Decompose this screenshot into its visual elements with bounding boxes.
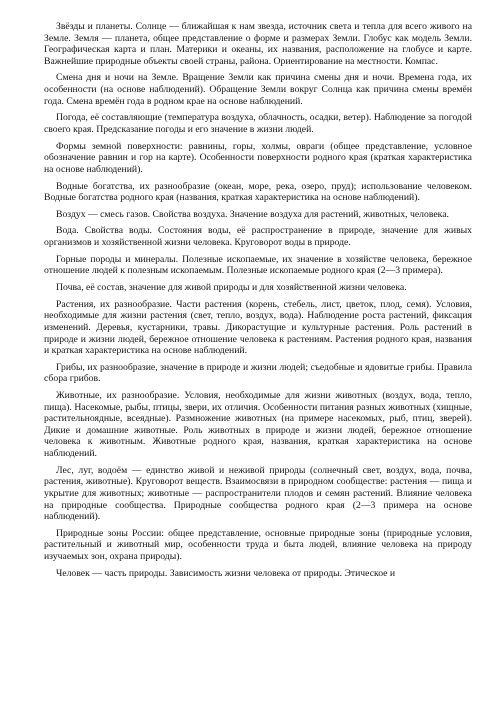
paragraph-soil: Почва, её состав, значение для живой природы и для хозяйственной жизни человека. xyxy=(56,282,407,294)
paragraph-natural-zones: Природные зоны России: общее представление, основные природные зоны (природные условия, растительный и животный мир, особенности труда и быта людей, влияние человека на природу изучаемых зон, охрана природы). xyxy=(44,527,472,562)
paragraph-rocks-minerals: Горные породы и минералы. Полезные ископаемые, их значение в хозяйстве человека, бережное отношение людей к полезным ископаемым. Полезные ископаемые родного края (2—3 примера). xyxy=(44,253,472,277)
paragraph-weather: Погода, её составляющие (температура воздуха, облачность, осадки, ветер). Наблюдение за погодой своего края. Предсказание погоды и его значение в жизни людей. xyxy=(44,112,472,135)
paragraph-plants: Растения, их разнообразие. Части растения (корень, стебель, лист, цветок, плод, семя). Условия, необходимые для жизни растения (свет, тепло, воздух, вода). Наблюдение роста растений, фиксация изменений. Деревья, кустарники, травы. Дикорастущие и культурные растения. Роль растений в природе и жизни людей, бережное отношение человека к растениям. Растения родного края, названия и краткая характеристика на основе наблюдений. xyxy=(44,298,472,357)
paragraph-animals: Животные, их разнообразие. Условия, необходимые для жизни животных (воздух, вода, тепло, пища). Насекомые, рыбы, птицы, звери, их отличия. Особенности питания разных животных (хищные, растительноядные, всеядные). Размножение животных (на примере насекомых, рыб, птиц, зверей). Дикие и домашние животные. Роль животных в природе и жизни людей, бережное отношение человека к животным. Животные родного края, названия, краткая характеристика на основе наблюдений. xyxy=(44,390,472,460)
document-body xyxy=(44,21,472,701)
paragraph-air: Воздух — смесь газов. Свойства воздуха. Значение воздуха для растений, животных, человека. xyxy=(56,208,449,220)
paragraph-mushrooms: Грибы, их разнообразие, значение в природе и жизни людей; съедобные и ядовитые грибы. Правила сбора грибов. xyxy=(44,361,472,385)
paragraph-day-night: Смена дня и ночи на Земле. Вращение Земли как причина смены дня и ночи. Времена года, их особенности (на основе наблюдений). Обращение Земли вокруг Солнца как причина смены времён года. Смена времён года в родном крае на основе наблюдений. xyxy=(44,72,472,107)
paragraph-landforms: Формы земной поверхности: равнины, горы, холмы, овраги (общее представление, условное обозначение равнин и гор на карте). Особенности поверхности родного края (краткая характеристика на основе наблюдений). xyxy=(44,140,472,175)
paragraph-human-nature: Человек — часть природы. Зависимость жизни человека от природы. Этическое и xyxy=(56,567,396,579)
paragraph-water-resources: Водные богатства, их разнообразие (океан, море, река, озеро, пруд); использование человеком. Водные богатства родного края (названия, краткая характеристика на основе наблюдений). xyxy=(44,180,472,204)
paragraph-stars-planets: Звёзды и планеты. Солнце — ближайшая к нам звезда, источник света и тепла для всего живого на Земле. Земля — планета, общее представление о форме и размерах Земли. Глобус как модель Земли. Географическая карта и план. Материки и океаны, их названия, расположение на глобусе и карте. Важнейшие природные объекты своей страны, района. Ориентирование на местности. Компас. xyxy=(44,21,472,67)
paragraph-communities: Лес, луг, водоём — единство живой и неживой природы (солнечный свет, воздух, вода, почва, растения, животные). Круговорот веществ. Взаимосвязи в природном сообществе: растения — пища и укрытие для животных; животные — распространители плодов и семян растений. Влияние человека на природные сообщества. Природные сообщества родного края (2—3 примера на основе наблюдений). xyxy=(44,464,472,523)
paragraph-water: Вода. Свойства воды. Состояния воды, её распространение в природе, значение для живых организмов и хозяйственной жизни человека. Круговорот воды в природе. xyxy=(44,225,472,249)
